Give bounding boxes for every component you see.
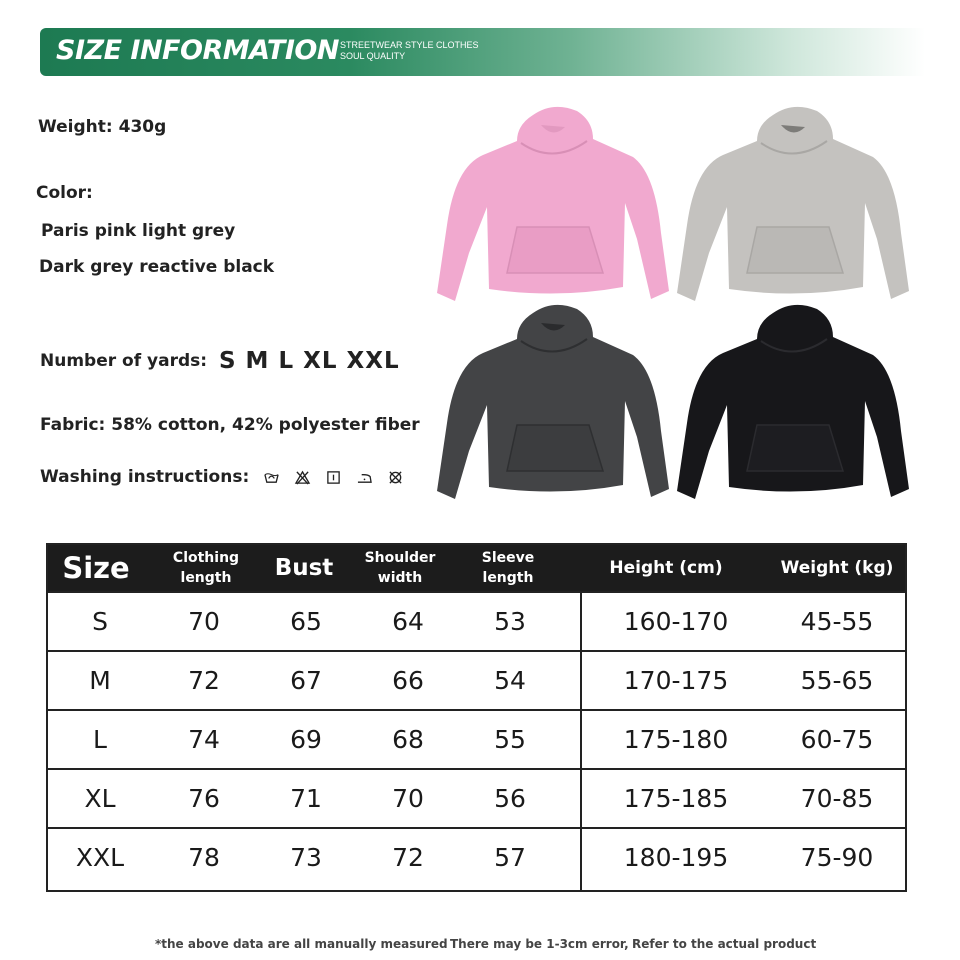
fabric-info: Fabric: 58% cotton, 42% polyester fiber	[40, 415, 420, 435]
banner-subtitle-line2: SOUL QUALITY	[340, 51, 406, 61]
header-sleeve-length	[460, 545, 556, 591]
cell-sleeve: 56	[494, 784, 526, 813]
banner-title: SIZE INFORMATION	[56, 35, 339, 66]
cell-size: XL	[84, 784, 116, 813]
cell-length: 76	[188, 784, 220, 813]
table-row	[48, 827, 905, 886]
size-table	[46, 543, 907, 892]
header-shoulder-width	[352, 545, 448, 591]
footer-note-error: There may be 1-3cm error,	[450, 937, 629, 951]
hoodie-black-image	[677, 301, 909, 503]
hoodie-dark-grey-image	[437, 301, 669, 503]
header-sleeve-line2: length	[482, 570, 534, 586]
cell-sleeve: 57	[494, 843, 526, 872]
cell-height: 175-185	[623, 784, 729, 813]
table-row	[48, 591, 905, 650]
header-height: Height (cm)	[609, 558, 723, 578]
header-shoulder-line1: Shoulder	[364, 550, 436, 566]
cell-size: M	[89, 666, 111, 695]
banner-subtitle-line1: STREETWEAR STYLE CLOTHES	[340, 40, 479, 50]
table-row	[48, 709, 905, 768]
cell-shoulder: 70	[392, 784, 424, 813]
cell-size: XXL	[75, 843, 125, 872]
yards-values: S M L XL XXL	[218, 348, 400, 374]
hand-wash-icon	[263, 470, 280, 485]
cell-shoulder: 68	[392, 725, 424, 754]
cell-shoulder: 66	[392, 666, 424, 695]
hoodie-pink	[437, 107, 669, 301]
hoodie-pink-image	[437, 103, 669, 305]
yards-info	[40, 346, 400, 372]
header-shoulder-line2: width	[377, 570, 423, 586]
table-row	[48, 768, 905, 827]
color-label: Color:	[36, 183, 93, 203]
weight-info: Weight: 430g	[38, 117, 167, 137]
header-size: Size	[62, 551, 130, 585]
washing-icons	[263, 470, 404, 485]
size-info-banner	[40, 28, 925, 76]
color-line-2: Dark grey reactive black	[39, 257, 275, 277]
footer-note-refer: Refer to the actual product	[632, 937, 817, 951]
do-not-bleach-icon	[294, 470, 311, 485]
header-clothing-length	[158, 545, 254, 591]
yards-label: Number of yards:	[40, 351, 208, 371]
cell-height: 170-175	[623, 666, 729, 695]
cell-shoulder: 64	[392, 607, 424, 636]
cell-sleeve: 53	[494, 607, 526, 636]
header-clothing-length-line2: length	[180, 570, 232, 586]
cell-height: 160-170	[623, 607, 729, 636]
table-header	[48, 545, 905, 591]
do-not-dry-clean-icon	[387, 470, 404, 485]
table-row	[48, 650, 905, 709]
header-bust: Bust	[274, 555, 334, 581]
cell-length: 78	[188, 843, 220, 872]
cell-length: 72	[188, 666, 220, 695]
header-sleeve-line1: Sleeve	[481, 550, 535, 566]
cell-height: 180-195	[623, 843, 729, 872]
cell-bust: 73	[290, 843, 322, 872]
hoodie-dark-grey	[437, 305, 669, 499]
cell-length: 74	[188, 725, 220, 754]
cell-bust: 67	[290, 666, 322, 695]
cell-sleeve: 54	[494, 666, 526, 695]
cell-weight: 70-85	[800, 784, 874, 813]
cell-size: S	[92, 607, 108, 636]
cell-weight: 75-90	[800, 843, 874, 872]
cell-size: L	[93, 725, 107, 754]
header-clothing-length-line1: Clothing	[172, 550, 240, 566]
iron-icon	[356, 470, 373, 485]
table-column-divider	[580, 591, 582, 890]
washing-info	[40, 467, 404, 487]
hoodie-grey-image	[677, 103, 909, 305]
cell-weight: 60-75	[800, 725, 874, 754]
cell-height: 175-180	[623, 725, 729, 754]
cell-sleeve: 55	[494, 725, 526, 754]
cell-bust: 69	[290, 725, 322, 754]
cell-bust: 65	[290, 607, 322, 636]
header-weight: Weight (kg)	[780, 558, 894, 578]
color-line-1: Paris pink light grey	[41, 221, 236, 241]
cell-bust: 71	[290, 784, 322, 813]
footer-note-measured: *the above data are all manually measured	[155, 937, 448, 951]
cell-weight: 55-65	[800, 666, 874, 695]
washing-label: Washing instructions:	[40, 467, 250, 487]
cell-weight: 45-55	[800, 607, 874, 636]
banner-subtitle	[340, 40, 479, 62]
hoodie-grey	[677, 107, 909, 301]
hoodie-black	[677, 305, 909, 499]
cell-shoulder: 72	[392, 843, 424, 872]
tumble-dry-icon	[325, 470, 342, 485]
cell-length: 70	[188, 607, 220, 636]
